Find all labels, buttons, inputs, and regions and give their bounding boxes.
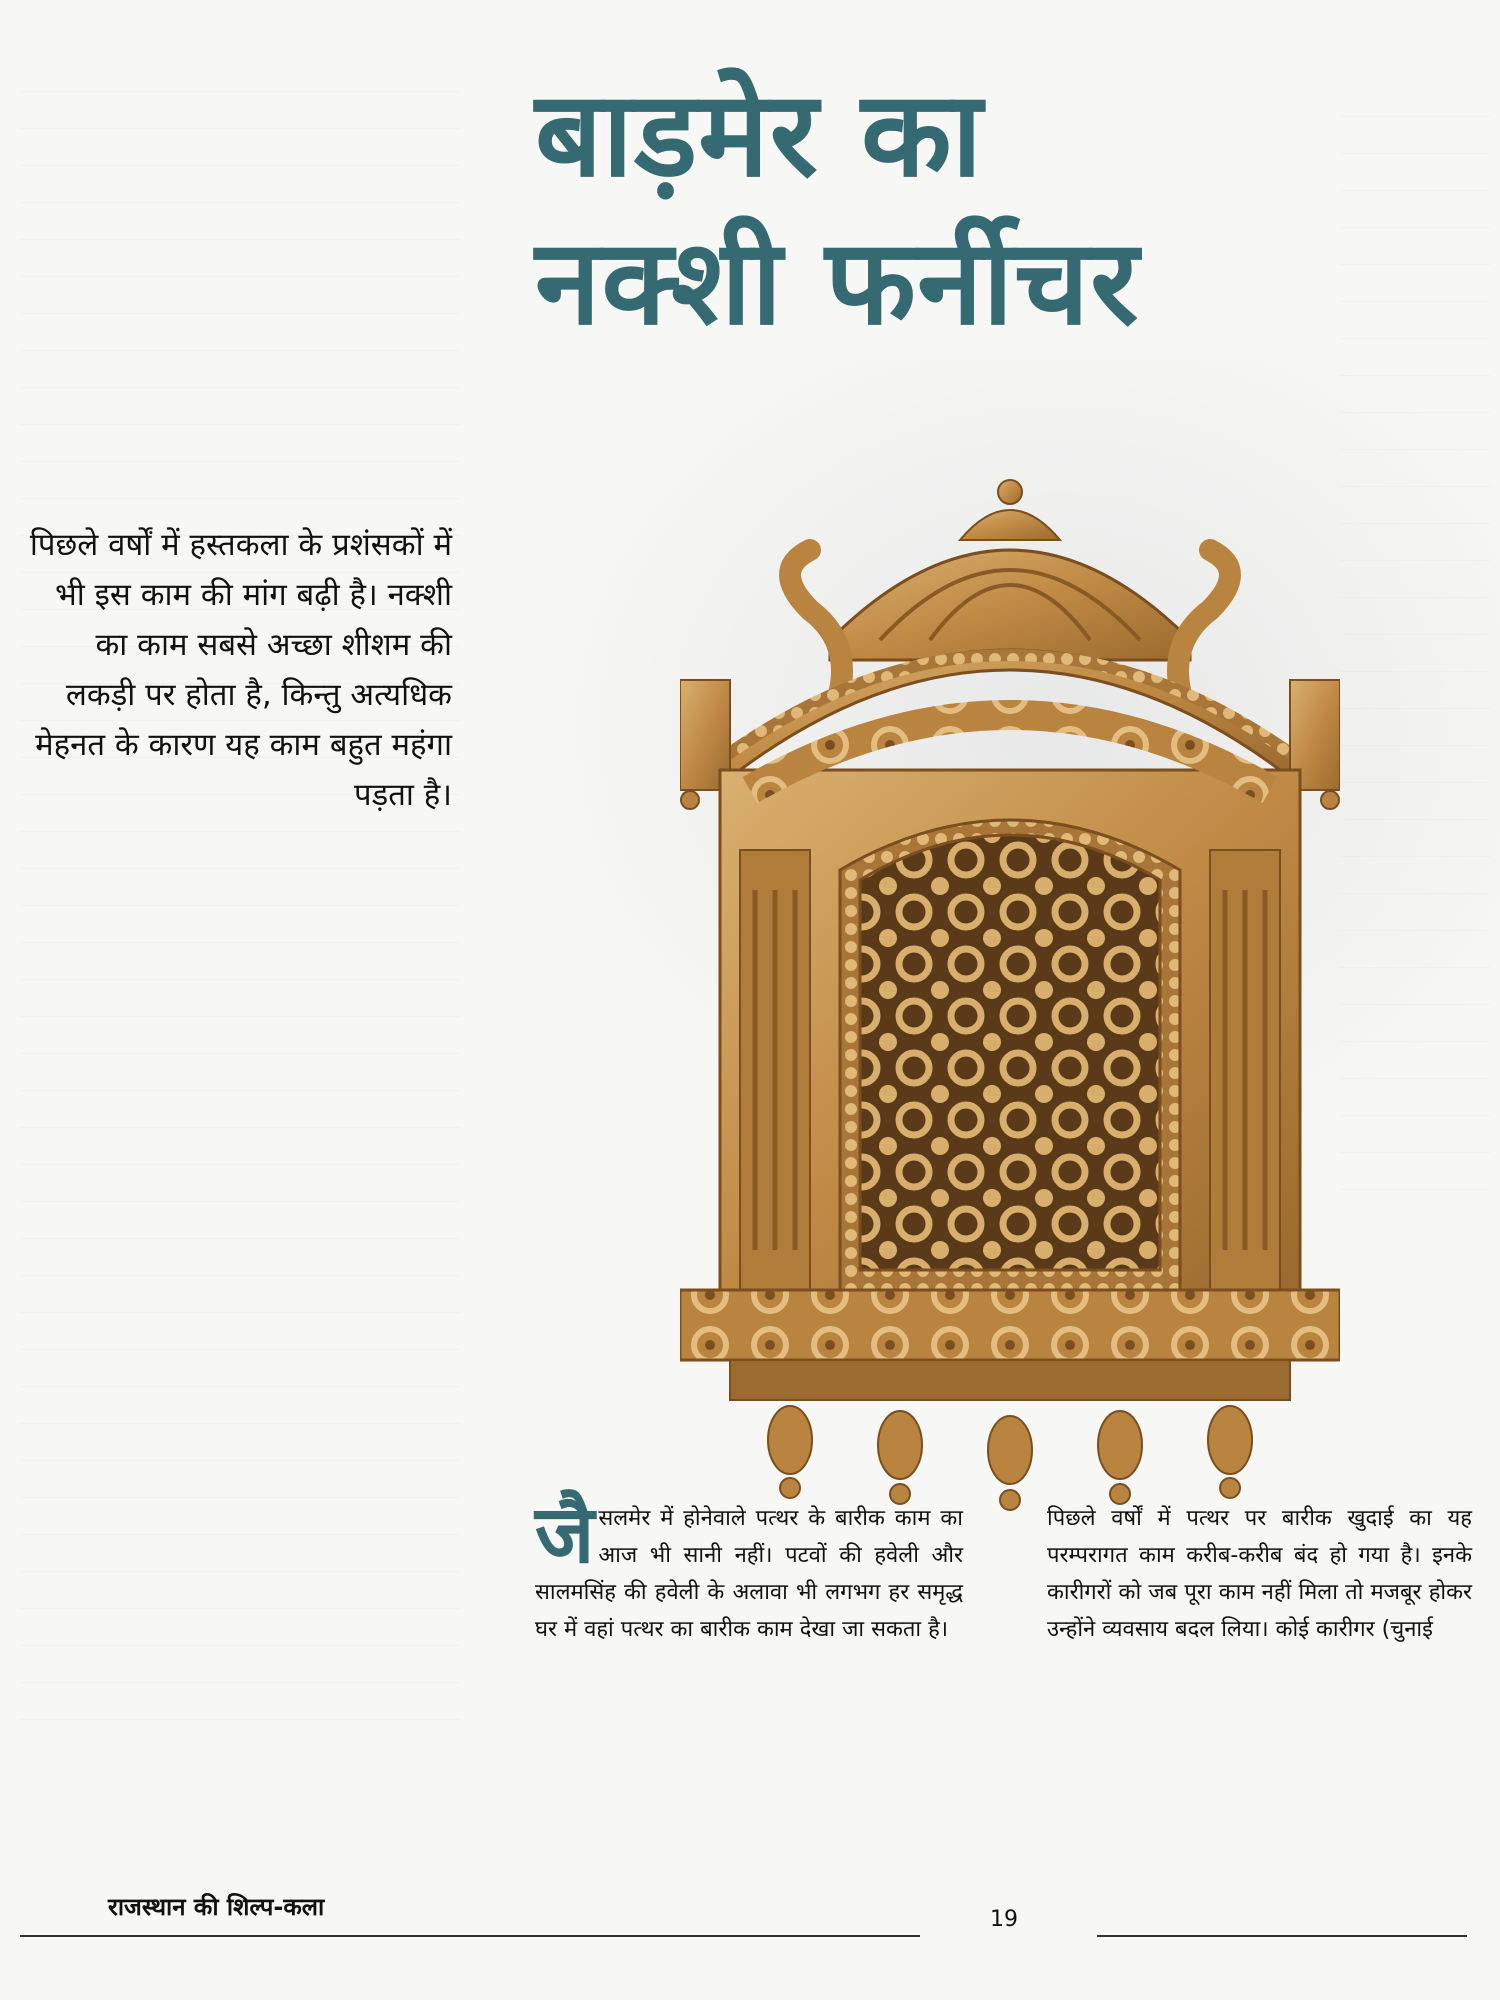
bleed-through-left — [20, 55, 460, 1825]
body-column-1 — [535, 1488, 963, 1648]
footer-book-title: राजस्थान की शिल्प-कला — [108, 1893, 325, 1921]
footer-rule-left — [20, 1935, 920, 1937]
title-line-1: बाड़मेर का — [535, 65, 984, 203]
page-number: 19 — [990, 1907, 1018, 1932]
footer-rule-right — [1097, 1935, 1467, 1937]
body-column-2: पिछले वर्षों में पत्थर पर बारीक खुदाई का यह परम्परागत काम करीब-करीब बंद हो गया है। इनके कारीगरों को जब पूरा काम नहीं मिला तो मजबूर होकर उन्होंने व्यवसाय बदल लिया। कोई कारीगर (चुनाई — [1047, 1506, 1472, 1642]
carved-wall-cabinet-image — [680, 470, 1340, 1550]
pull-quote: पिछले वर्षों में हस्तकला के प्रशंसकों में भी इस काम की मांग बढ़ी है। नक्शी का काम सबसे अच्छा शीशम की लकड़ी पर होता है, किन्तु अत्यधिक मेहनत के कारण यह काम बहुत महंगा पड़ता है। — [29, 527, 452, 813]
drop-cap: जै — [535, 1488, 595, 1581]
body-column-1-text: सलमेर में होनेवाले पत्थर के बारीक काम का आज भी सानी नहीं। पटवों की हवेली और सालमसिंह की हवेली के अलावा भी लगभग हर समृद्ध घर में वहां पत्थर का बारीक काम देखा जा सकता है। — [535, 1506, 963, 1642]
title-line-2: नक्शी फर्नीचर — [535, 213, 1140, 351]
article-title — [535, 60, 1335, 356]
